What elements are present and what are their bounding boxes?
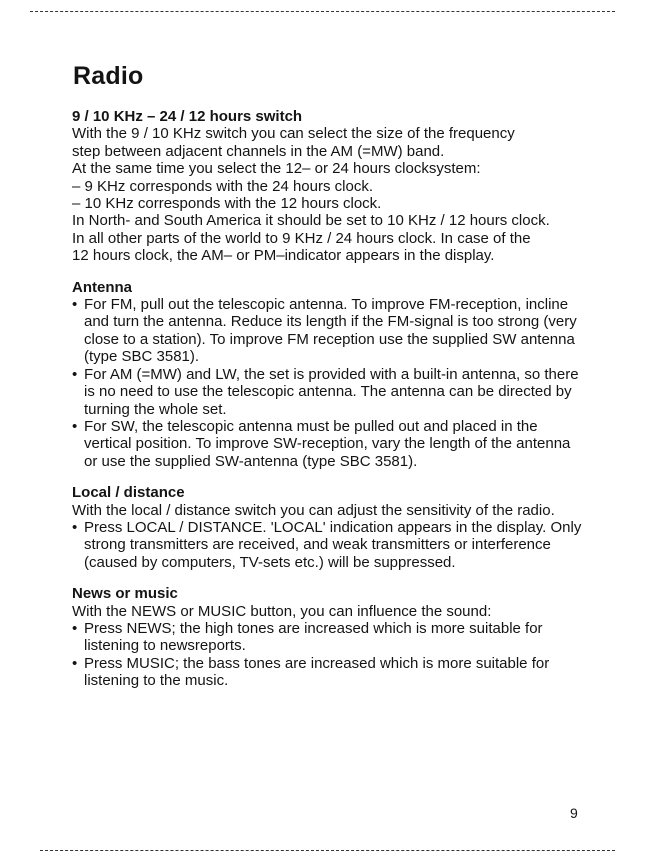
section-local-distance	[72, 484, 584, 571]
body-line: At the same time you select the 12– or 24 hours clocksystem:	[72, 160, 481, 178]
bullet-item	[72, 366, 584, 418]
bullet-dot-icon: •	[72, 365, 78, 383]
body-line: step between adjacent channels in the AM (=MW) band.	[72, 142, 445, 160]
bullet-text: For AM (=MW) and LW, the set is provided with a built-in antenna, so there is no need to use the telescopic antenna. The antenna can be directed by turning the whole set.	[84, 365, 579, 418]
bullet-dot-icon: •	[72, 296, 78, 314]
bullet-dot-icon: •	[72, 654, 78, 672]
section-heading: News or music	[72, 585, 178, 603]
section-switch	[72, 108, 584, 265]
bullet-item	[72, 418, 584, 470]
section-antenna	[72, 279, 584, 470]
section-heading: Antenna	[72, 278, 132, 296]
bullet-dot-icon: •	[72, 417, 78, 435]
body-line: In all other parts of the world to 9 KHz / 24 hours clock. In case of the	[72, 229, 531, 247]
bullet-dot-icon: •	[72, 619, 78, 637]
bullet-text: Press NEWS; the high tones are increased which is more suitable for listening to newsreports.	[84, 619, 543, 655]
section-heading: Local / distance	[72, 484, 185, 502]
bullet-item	[72, 655, 584, 690]
body-line: With the NEWS or MUSIC button, you can influence the sound:	[72, 602, 492, 620]
page-title: Radio	[73, 62, 144, 90]
body-line: In North- and South America it should be set to 10 KHz / 12 hours clock.	[72, 212, 550, 230]
body-line: – 9 KHz corresponds with the 24 hours clock.	[72, 177, 373, 195]
bullet-item	[72, 620, 584, 655]
page-content	[72, 108, 584, 704]
top-scan-rule	[30, 11, 615, 12]
bullet-item	[72, 296, 584, 366]
section-heading: 9 / 10 KHz – 24 / 12 hours switch	[72, 108, 303, 125]
bullet-dot-icon: •	[72, 518, 78, 536]
body-line: – 10 KHz corresponds with the 12 hours clock.	[72, 195, 382, 213]
body-line: 12 hours clock, the AM– or PM–indicator appears in the display.	[72, 247, 495, 265]
bottom-scan-rule	[40, 850, 615, 851]
bullet-text: Press MUSIC; the bass tones are increased which is more suitable for listening to the music.	[84, 654, 550, 690]
section-news-music	[72, 585, 584, 689]
page-number: 9	[570, 805, 578, 821]
body-line: With the 9 / 10 KHz switch you can select the size of the frequency	[72, 125, 515, 143]
bullet-text: Press LOCAL / DISTANCE. 'LOCAL' indication appears in the display. Only strong transmitters are received, and weak transmitters or interference (caused by computers, TV-sets etc.) will be suppressed.	[84, 518, 582, 571]
bullet-text: For FM, pull out the telescopic antenna. To improve FM-reception, incline and turn the antenna. Reduce its length if the FM-signal is too strong (very close to a station). To improve FM reception use the supplied SW antenna (type SBC 3581).	[84, 296, 577, 366]
bullet-text: For SW, the telescopic antenna must be pulled out and placed in the vertical position. To improve SW-reception, vary the length of the antenna or use the supplied SW-antenna (type SBC 3581).	[84, 417, 571, 470]
bullet-item	[72, 519, 584, 571]
body-line: With the local / distance switch you can adjust the sensitivity of the radio.	[72, 501, 555, 519]
